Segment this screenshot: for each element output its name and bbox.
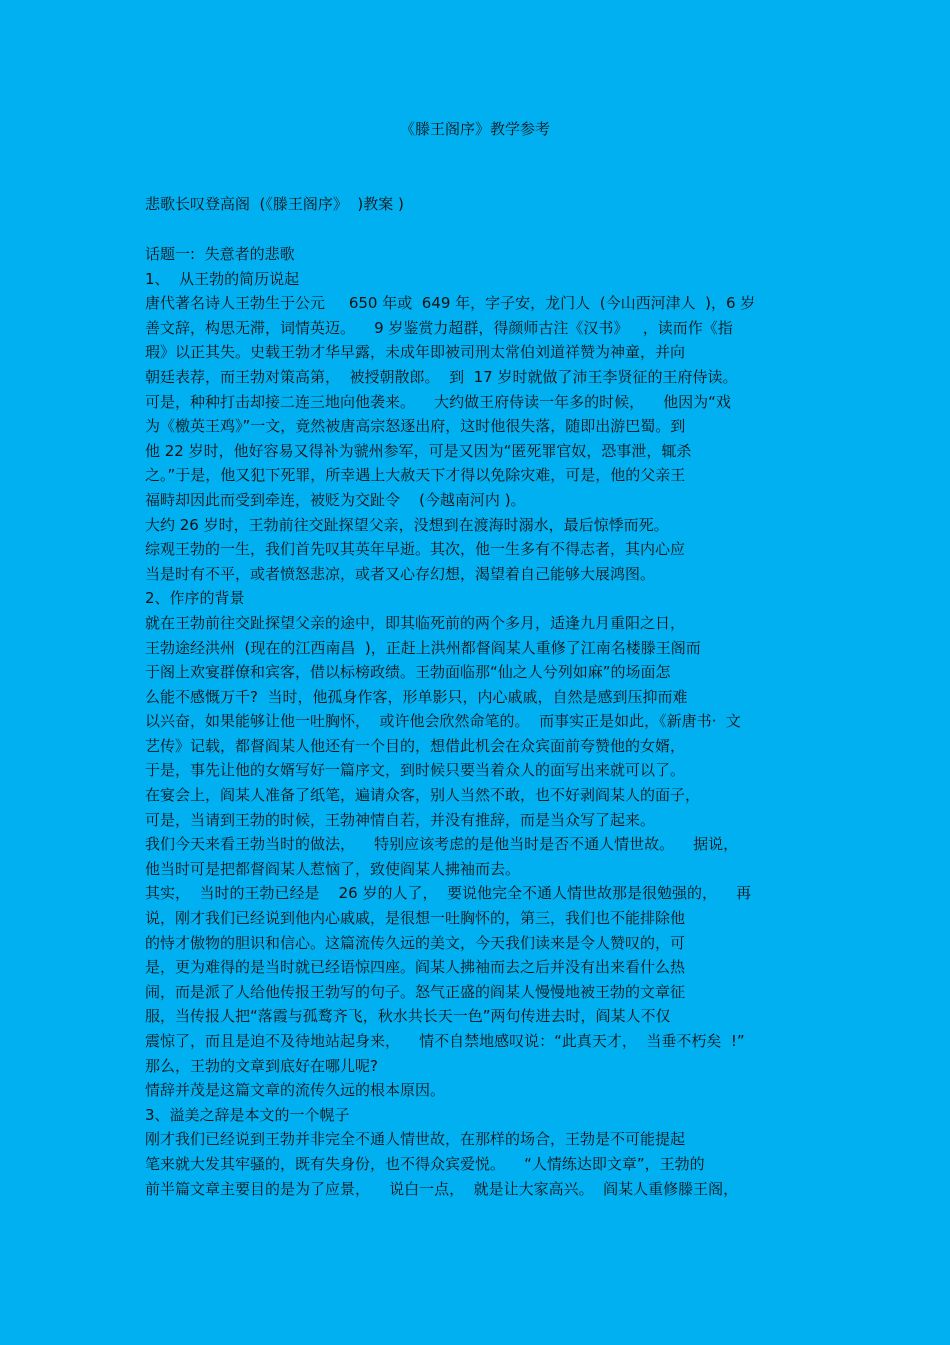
document-body (145, 242, 810, 1201)
body-line: 大约 26 岁时，王勃前往交趾探望父亲，没想到在渡海时溺水，最后惊悸而死。 (145, 515, 669, 534)
document-subtitle: 悲歌长叹登高阁 (《滕王阁序》 )教案 ) (145, 195, 404, 213)
body-line: 前半篇文章主要目的是为了应景， 说白一点， 就是让大家高兴。 阎某人重修滕王阁， (145, 1179, 739, 1198)
body-line: 是，更为难得的是当时就已经语惊四座。阎某人拂袖而去之后并没有出来看什么热 (145, 958, 686, 977)
body-line: 当是时有不平，或者愤怒悲凉，或者又心存幻想，渴望着自己能够大展鸿图。 (145, 564, 656, 583)
body-line: 我们今天来看王勃当时的做法， 特别应该考虑的是他当时是否不通人情世故。 据说， (145, 835, 739, 854)
body-line: 他 22 岁时，他好容易又得补为虢州参军，可是又因为“匿死罪官奴，恐事泄，辄杀 (145, 441, 692, 460)
body-line: 的恃才傲物的胆识和信心。这篇流传久远的美文，今天我们读来是令人赞叹的，可 (145, 933, 686, 952)
body-line: 笔来就大发其牢骚的，既有失身份，也不得众宾爱悦。 “人情练达即文章”，王勃的 (145, 1154, 705, 1173)
body-line: 为《檄英王鸡》”一文，竟然被唐高宗怒逐出府，这时他很失落，随即出游巴蜀。到 (145, 417, 686, 436)
body-line: 之。”于是，他又犯下死罪，所幸遇上大赦天下才得以免除灾难，可是，他的父亲王 (145, 466, 686, 485)
body-line: 艺传》记载，都督阎某人他还有一个目的，想借此机会在众宾面前夸赞他的女婿， (145, 736, 686, 755)
body-line: 福畤却因此而受到牵连，被贬为交趾令 (今越南河内 )。 (145, 490, 526, 509)
body-line: 震惊了，而且是迫不及待地站起身来， 情不自禁地感叹说：“此真天才， 当垂不朽矣 !” (145, 1032, 745, 1050)
body-line: 善文辞，构思无滞，词情英迈。 9 岁鉴赏力超群，得颜师古注《汉书》 ，读而作《指 (145, 318, 733, 337)
body-line: 其实， 当时的王勃已经是 26 岁的人了， 要说他完全不通人情世故那是很勉强的， 再 (145, 884, 752, 903)
body-line: 朝廷表荐，而王勃对策高第， 被授朝散郎。 到 17 岁时就做了沛王李贤征的王府侍读。 (145, 367, 738, 386)
body-line: 唐代著名诗人王勃生于公元 650 年或 649 年，字子安，龙门人 (今山西河津人 )，6 岁 (145, 294, 756, 313)
body-line: 闹，而是派了人给他传报王勃写的句子。怒气正盛的阎某人慢慢地被王勃的文章征 (145, 982, 686, 1001)
body-line: 以兴奋，如果能够让他一吐胸怀， 或许他会欣然命笔的。 而事实正是如此，《新唐书· 文 (145, 712, 741, 731)
body-line: 在宴会上，阎某人准备了纸笔，遍请众客，别人当然不敢，也不好剥阎某人的面子， (145, 786, 701, 805)
body-line: 综观王勃的一生，我们首先叹其英年早逝。其次，他一生多有不得志者，其内心应 (145, 540, 686, 559)
body-line: 3、溢美之辞是本文的一个幌子 (145, 1105, 350, 1124)
body-line: 于是，事先让他的女婿写好一篇序文，到时候只要当着众人的面写出来就可以了。 (145, 761, 686, 780)
body-line: 王勃途经洪州 (现在的江西南昌 )，正赶上洪州都督阎某人重修了江南名楼滕王阁而 (145, 638, 701, 657)
document-title: 《滕王阁序》教学参考 (399, 120, 550, 138)
body-line: 么能不感慨万千? 当时，他孤身作客，形单影只，内心戚戚，自然是感到压抑而难 (145, 687, 688, 706)
body-line: 说，刚才我们已经说到他内心戚戚，是很想一吐胸怀的，第三，我们也不能排除他 (145, 909, 686, 928)
body-line: 就在王勃前往交趾探望父亲的途中，即其临死前的两个多月，适逢九月重阳之日， (145, 613, 686, 632)
body-line: 于阁上欢宴群僚和宾客，借以标榜政绩。王勃面临那“仙之人兮列如麻”的场面怎 (145, 663, 671, 682)
body-line: 可是，当请到王勃的时候，王勃神情自若，并没有推辞，而是当众写了起来。 (145, 810, 656, 829)
body-line: 话题一: 失意者的悲歌 (145, 245, 295, 263)
body-line: 刚才我们已经说到王勃并非完全不通人情世故，在那样的场合，王勃是不可能提起 (145, 1130, 686, 1149)
body-line: 1、 从王勃的简历说起 (145, 269, 300, 288)
body-line: 那么，王勃的文章到底好在哪儿呢? (145, 1056, 378, 1075)
body-line: 他当时可是把都督阎某人惹恼了，致使阎某人拂袖而去。 (145, 859, 521, 878)
body-line: 可是，种种打击却接二连三地向他袭来。 大约做王府侍读一年多的时候， 他因为“戏 (145, 392, 731, 411)
body-line: 2、作序的背景 (145, 589, 245, 608)
body-line: 瑕》以正其失。史载王勃才华早露，未成年即被司刑太常伯刘道祥赞为神童，并向 (145, 343, 686, 362)
body-line: 情辞并茂是这篇文章的流传久远的根本原因。 (145, 1081, 446, 1100)
body-line: 服，当传报人把“落霞与孤鹜齐飞，秋水共长天一色”两句传进去时，阎某人不仅 (145, 1007, 671, 1026)
